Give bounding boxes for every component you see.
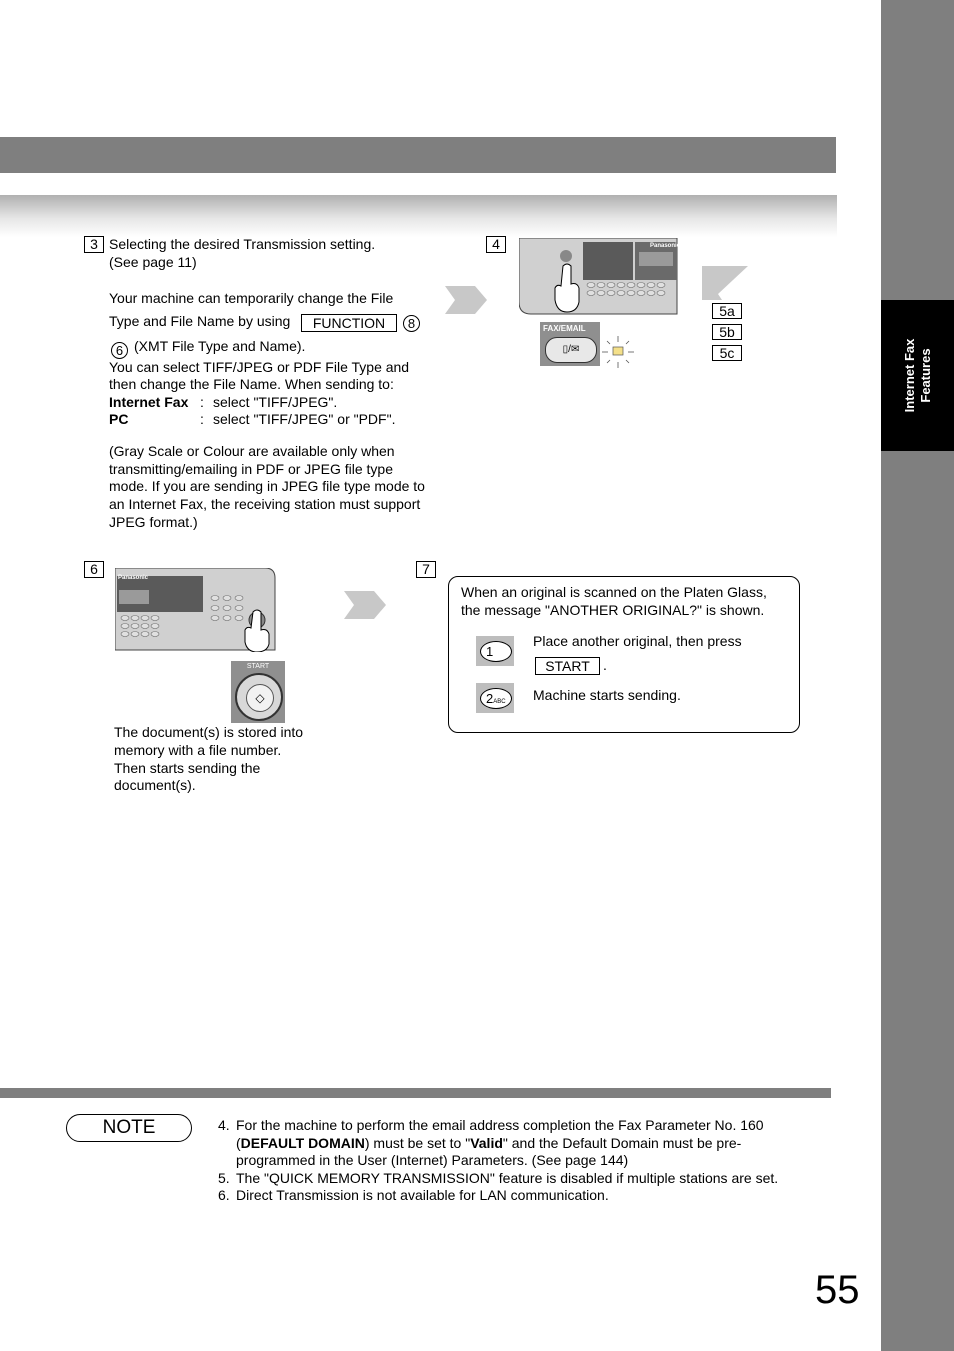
ref-5c-label: 5c	[712, 345, 742, 361]
destination-internet-fax-label: Internet Fax	[109, 394, 189, 410]
step-3-para1-line3: (XMT File Type and Name).	[134, 338, 306, 354]
step-6-caption-line2: memory with a file number.	[114, 742, 282, 758]
substep-2-number: 2	[486, 691, 494, 706]
return-arrow-icon	[700, 264, 750, 302]
fax-email-key-label: FAX/EMAIL	[543, 324, 586, 333]
step-3-para3-line1: (Gray Scale or Colour are available only when	[109, 443, 395, 459]
header-gradient-bar	[0, 195, 837, 237]
step-7-number: 7	[416, 561, 436, 578]
step-6-caption-line4: document(s).	[114, 777, 196, 793]
section-tab-line1: Internet Fax	[901, 338, 917, 413]
footer-rule	[0, 1088, 831, 1098]
step-3-para3-line2: transmitting/emailing in PDF or JPEG file type	[109, 461, 393, 477]
ref-5b-label: 5b	[712, 324, 742, 340]
note-item-4: 4. For the machine to perform the email address completion the Fax Parameter No. 160 (DEFAULT DOMAIN) must be set to "Valid" and the Default Domain must be pre- programmed in the User (Internet) Parameters. (See page 144)	[218, 1117, 764, 1169]
step-3-para2-line2: then change the File Name. When sending to:	[109, 376, 394, 392]
ref-5a-label: 5a	[712, 303, 742, 319]
page-number: 55	[815, 1268, 860, 1312]
step-3-para2-line1: You can select TIFF/JPEG or PDF File Type and	[109, 359, 410, 375]
substep-1-period: .	[603, 657, 607, 673]
substep-2-abc: ABC	[493, 699, 506, 705]
step-6-caption-line1: The document(s) is stored into	[114, 724, 304, 740]
circle-6-icon: 6	[111, 342, 128, 359]
function-key-label: FUNCTION	[301, 314, 397, 332]
start-button-icon: ◇	[235, 673, 283, 721]
step-7-intro-line2: the message "ANOTHER ORIGINAL?" is shown.	[461, 602, 765, 618]
step-6-number: 6	[84, 561, 104, 578]
substep-2-oval	[480, 688, 512, 709]
step-3-title: Selecting the desired Transmission setting.	[109, 236, 376, 252]
substep-1-text: Place another original, then press	[533, 633, 742, 649]
substep-1-icon	[476, 636, 514, 666]
next-step-arrow-icon	[344, 591, 386, 619]
step-4-number: 4	[486, 236, 506, 253]
section-tab-line2: Features	[917, 348, 933, 403]
step-3-para1-line2: Type and File Name by using	[109, 313, 291, 329]
step-3-para1-line1: Your machine can temporarily change the File	[109, 290, 394, 306]
panel-brand-step6: Panasonic	[118, 575, 149, 581]
led-lamp-blinking-icon	[600, 334, 636, 370]
circle-8-icon: 8	[403, 315, 420, 332]
section-tab	[881, 300, 954, 451]
step-3-para3-line3: mode. If you are sending in JPEG file type mode to	[109, 478, 425, 494]
fax-email-key-callout	[540, 322, 600, 366]
destination-sep-2: :	[200, 411, 204, 427]
destination-pc-value: select "TIFF/JPEG" or "PDF".	[213, 411, 396, 427]
note-item-5: 5. The "QUICK MEMORY TRANSMISSION" feature is disabled if multiple stations are set.	[218, 1169, 779, 1186]
destination-pc-label: PC	[109, 411, 129, 427]
substep-2-text: Machine starts sending.	[533, 687, 681, 703]
next-step-arrow-icon	[445, 286, 487, 314]
destination-internet-fax-value: select "TIFF/JPEG".	[213, 394, 338, 410]
note-item-6: 6. Direct Transmission is not available for LAN communication.	[218, 1187, 609, 1204]
destination-sep-1: :	[200, 394, 204, 410]
note-list	[218, 1117, 818, 1205]
step-7-intro-line1: When an original is scanned on the Platen Glass,	[461, 584, 767, 600]
fax-email-key-icon: ▯/✉	[545, 337, 597, 363]
step-3-see-page: (See page 11)	[109, 254, 197, 270]
step-6-caption-line3: Then starts sending the	[114, 760, 261, 776]
note-label: NOTE	[66, 1114, 192, 1142]
start-key-callout	[231, 661, 285, 723]
start-key-inline-label: START	[535, 657, 600, 675]
control-panel-illustration	[519, 238, 679, 318]
step-3-para3-line5: JPEG format.)	[109, 514, 198, 530]
substep-2-icon	[476, 683, 514, 713]
right-margin-bar	[881, 0, 954, 1351]
substep-1-number: 1	[480, 641, 512, 662]
step-3-number: 3	[84, 236, 104, 253]
start-key-label: START	[246, 663, 270, 670]
header-bar	[0, 137, 836, 173]
panel-brand-step4: Panasonic	[650, 243, 681, 249]
step-3-para3-line4: an Internet Fax, the receiving station must support	[109, 496, 421, 512]
